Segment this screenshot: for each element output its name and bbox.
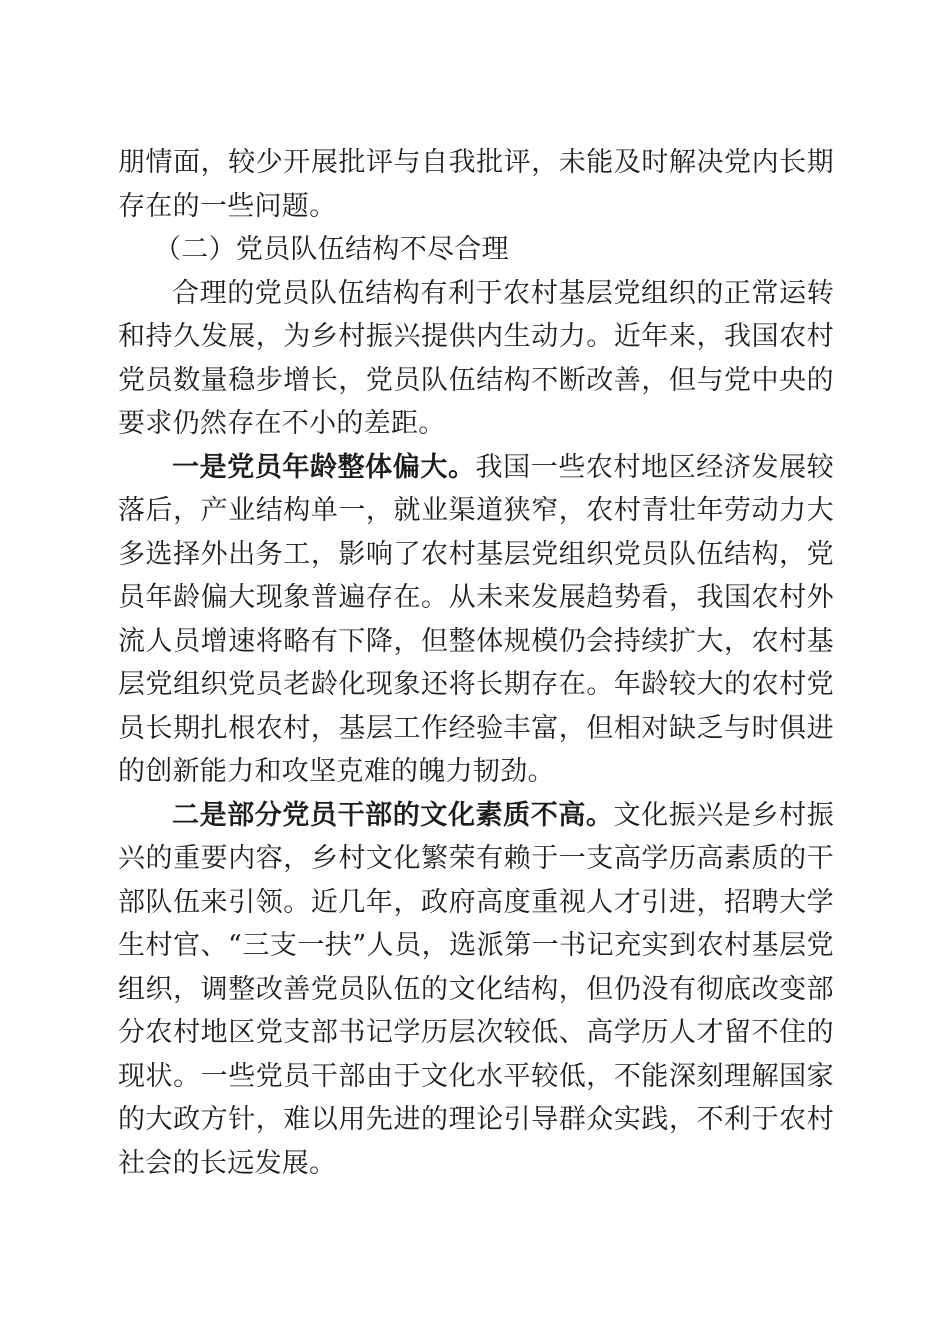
point-lead-education: 二是部分党员干部的文化素质不高。: [172, 799, 614, 831]
point-lead-age: 一是党员年龄整体偏大。: [172, 451, 476, 483]
paragraph-text: 文化振兴是乡村振兴的重要内容，乡村文化繁荣有赖于一支高学历高素质的干部队伍来引领。近几年，政府高度重视人才引进，招聘大学生村官、“三支一扶”人员，选派第一书记充实到农村基层党组织，调整改善党员队伍的文化结构，但仍没有彻底改变部分农村地区党支部书记学历层次较低、高学历人才留不住的现状。一些党员干部由于文化水平较低，不能深刻理解国家的大政方针，难以用先进的理论引导群众实践，不利于农村社会的长远发展。: [118, 799, 834, 1179]
paragraph-text: 朋情面，较少开展批评与自我批评，未能及时解决党内长期存在的一些问题。: [118, 147, 834, 222]
section-heading-text: （二）党员队伍结构不尽合理: [154, 234, 509, 265]
point-paragraph-education: [118, 794, 834, 1186]
paragraph-text: 我国一些农村地区经济发展较落后，产业结构单一，就业渠道狭窄，农村青壮年劳动力大多选择外出务工，影响了农村基层党组织党员队伍结构，党员年龄偏大现象普遍存在。从未来发展趋势看，我国农村外流人员增速将略有下降，但整体规模仍会持续扩大，农村基层党组织党员老龄化现象还将长期存在。年龄较大的农村党员长期扎根农村，基层工作经验丰富，但相对缺乏与时俱进的创新能力和攻坚克难的魄力韧劲。: [118, 451, 834, 787]
document-body: [118, 141, 834, 1185]
paragraph-text: 合理的党员队伍结构有利于农村基层党组织的正常运转和持久发展，为乡村振兴提供内生动力。近年来，我国农村党员数量稳步增长，党员队伍结构不断改善，但与党中央的要求仍然存在不小的差距。: [118, 277, 834, 439]
body-paragraph: [118, 272, 834, 446]
point-paragraph-age: [118, 446, 834, 794]
section-heading: [118, 228, 834, 272]
continuation-paragraph: [118, 141, 834, 228]
